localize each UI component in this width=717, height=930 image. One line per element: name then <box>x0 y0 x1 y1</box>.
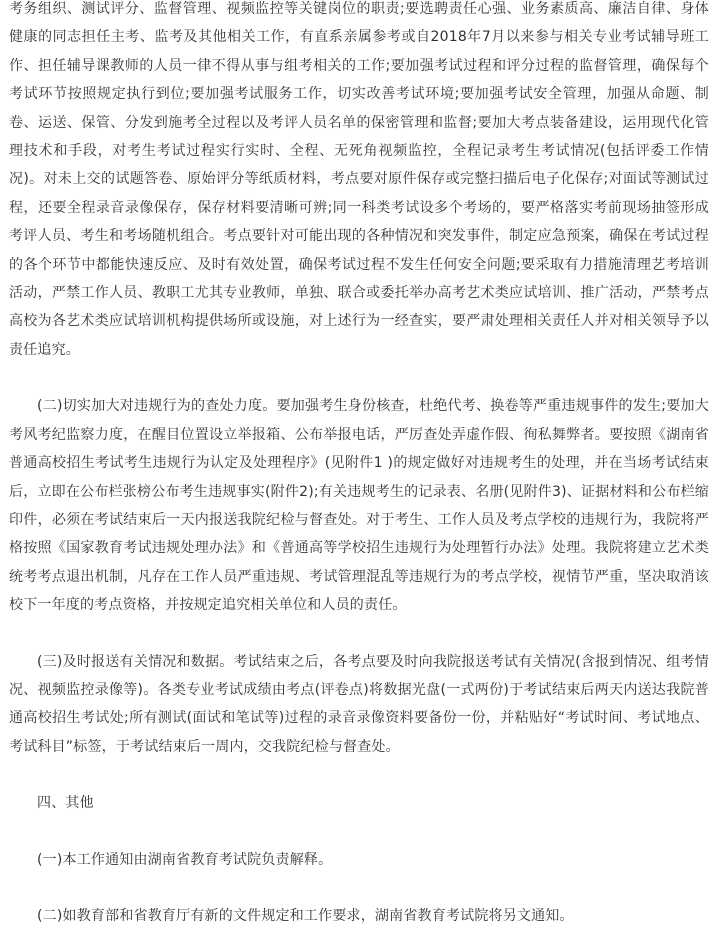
section-heading-other: 四、其他 <box>37 795 94 812</box>
paragraph-new-notice: (二)如教育部和省教育厅有新的文件规定和工作要求，湖南省教育考试院将另文通知。 <box>37 907 574 924</box>
paragraph-interpretation: (一)本工作通知由湖南省教育考试院负责解释。 <box>37 851 333 868</box>
paragraph-report-data: (三)及时报送有关情况和数据。考试结束之后，各考点要及时向我院报送考试有关情况(含报到情况、组考情况、视频监控录像等)。各类专业考试成绩由考点(评卷点)将数据光盘(一式两份)于考试结束后两天内送达我院普通高校招生考试处;所有测试(面试和笔试等)过程的录音录像资料要备份一份，并粘贴好“考试时间、考试地点、考试科目”标签，于考试结束后一周内，交我院纪检与督查处。 <box>9 653 709 755</box>
paragraph-violation-handling: (二)切实加大对违规行为的查处力度。要加强考生身份核查，杜绝代考、换卷等严重违规事件的发生;要加大考风考纪监察力度，在醒目位置设立举报箱、公布举报电话，严厉查处弄虚作假、徇私舞弊者。要按照《湖南省普通高校招生考试考生违规行为认定及处理程序》(见附件1 )的规定做好对违规考生的处理，并在当场考试结束后，立即在公布栏张榜公布考生违规事实(附件2);有关违规考生的记录表、名册(见附件3)、证据材料和公布栏缩印件，必须在考试结束后一天内报送我院纪检与督查处。对于考生、工作人员及考点学校的违规行为，我院将严格按照《国家教育考试违规处理办法》和《普通高等学校招生违规行为处理暂行办法》处理。我院将建立艺术类统考考点退出机制，凡存在工作人员严重违规、考试管理混乱等违规行为的考点学校，视情节严重，坚决取消该校下一年度的考点资格，并按规定追究相关单位和人员的责任。 <box>9 398 709 614</box>
paragraph-exam-staff-duties: 考务组织、测试评分、监督管理、视频监控等关键岗位的职责;要选聘责任心强、业务素质高、廉洁自律、身体健康的同志担任主考、监考及其他相关工作，有直系亲属参考或自2018年7月以来参与相关专业考试辅导班工作、担任辅导课教师的人员一律不得从事与组考相关的工作;要加强考试过程和评分过程的监督管理，确保每个考试环节按照规定执行到位;要加强考试服务工作，切实改善考试环境;要加强考试安全管理，加强从命题、制卷、运送、保管、分发到施考全过程以及考评人员名单的保密管理和监督;要加大考点装备建设，运用现代化管理技术和手段，对考生考试过程实行实时、全程、无死角视频监控，全程记录考生考试情况(包括评委工作情况)。对未上交的试题答卷、原始评分等纸质材料，考点要对原件保存或完整扫描后电子化保存;对面试等测试过程，还要全程录音录像保存，保存材料要清晰可辨;同一科类考试设多个考场的，要严格落实考前现场抽签形成考评人员、考生和考场随机组合。考点要针对可能出现的各种情况和突发事件，制定应急预案，确保在考试过程的各个环节中都能快速反应、及时有效处置，确保考试过程不发生任何安全问题;要采取有力措施清理艺考培训活动，严禁工作人员、教职工尤其专业教师，单独、联合或委托举办高考艺术类应试培训、推广活动，严禁考点高校为各艺术类应试培训机构提供场所或设施，对上述行为一经查实，要严肃处理相关责任人并对相关领导予以责任追究。 <box>9 1 709 358</box>
